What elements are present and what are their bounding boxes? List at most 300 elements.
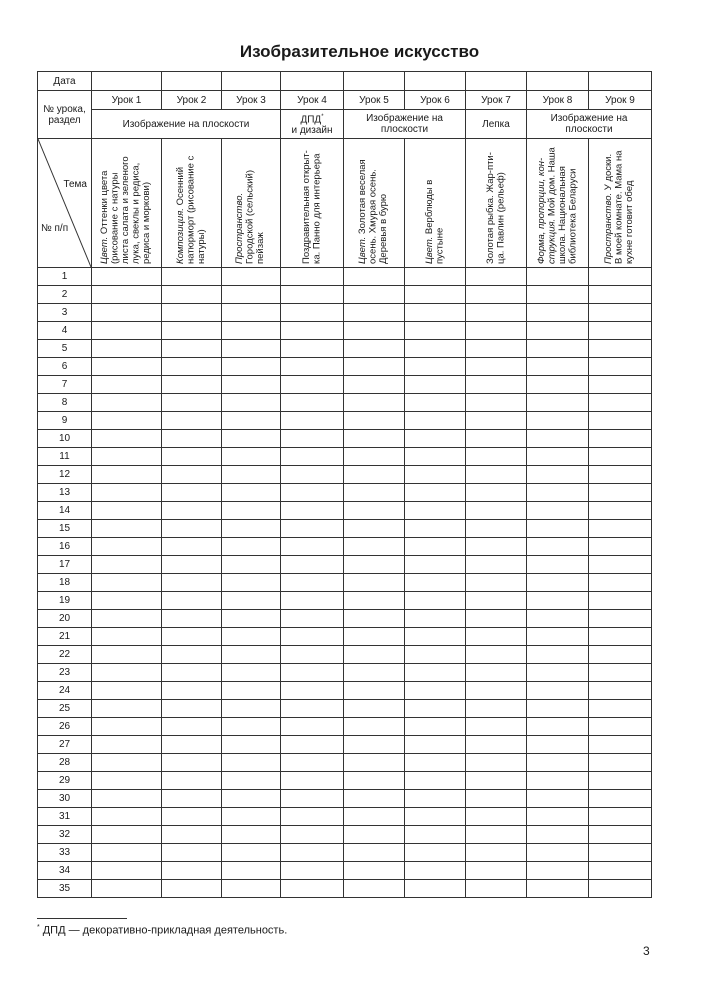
grade-cell[interactable] <box>162 358 222 376</box>
grade-cell[interactable] <box>466 592 527 610</box>
grade-cell[interactable] <box>222 646 281 664</box>
grade-cell[interactable] <box>466 610 527 628</box>
grade-cell[interactable] <box>222 628 281 646</box>
grade-cell[interactable] <box>405 790 466 808</box>
date-cell[interactable] <box>589 72 652 91</box>
grade-cell[interactable] <box>162 754 222 772</box>
grade-cell[interactable] <box>405 574 466 592</box>
grade-cell[interactable] <box>92 880 162 898</box>
grade-cell[interactable] <box>92 286 162 304</box>
grade-cell[interactable] <box>527 754 589 772</box>
grade-cell[interactable] <box>222 718 281 736</box>
grade-cell[interactable] <box>162 394 222 412</box>
grade-cell[interactable] <box>344 646 405 664</box>
grade-cell[interactable] <box>162 304 222 322</box>
grade-cell[interactable] <box>281 718 344 736</box>
grade-cell[interactable] <box>344 340 405 358</box>
grade-cell[interactable] <box>589 304 652 322</box>
grade-cell[interactable] <box>92 304 162 322</box>
grade-cell[interactable] <box>222 880 281 898</box>
grade-cell[interactable] <box>92 340 162 358</box>
grade-cell[interactable] <box>281 448 344 466</box>
date-cell[interactable] <box>92 72 162 91</box>
grade-cell[interactable] <box>466 268 527 286</box>
grade-cell[interactable] <box>344 484 405 502</box>
grade-cell[interactable] <box>222 448 281 466</box>
grade-cell[interactable] <box>589 628 652 646</box>
grade-cell[interactable] <box>162 286 222 304</box>
grade-cell[interactable] <box>589 412 652 430</box>
grade-cell[interactable] <box>162 646 222 664</box>
grade-cell[interactable] <box>162 412 222 430</box>
grade-cell[interactable] <box>222 844 281 862</box>
grade-cell[interactable] <box>222 556 281 574</box>
grade-cell[interactable] <box>589 484 652 502</box>
grade-cell[interactable] <box>222 466 281 484</box>
grade-cell[interactable] <box>589 322 652 340</box>
grade-cell[interactable] <box>589 448 652 466</box>
grade-cell[interactable] <box>589 844 652 862</box>
grade-cell[interactable] <box>281 592 344 610</box>
grade-cell[interactable] <box>222 682 281 700</box>
grade-cell[interactable] <box>589 772 652 790</box>
grade-cell[interactable] <box>281 268 344 286</box>
grade-cell[interactable] <box>281 862 344 880</box>
grade-cell[interactable] <box>527 358 589 376</box>
grade-cell[interactable] <box>344 556 405 574</box>
grade-cell[interactable] <box>344 538 405 556</box>
grade-cell[interactable] <box>527 430 589 448</box>
grade-cell[interactable] <box>162 430 222 448</box>
grade-cell[interactable] <box>405 682 466 700</box>
grade-cell[interactable] <box>405 556 466 574</box>
grade-cell[interactable] <box>405 538 466 556</box>
grade-cell[interactable] <box>466 826 527 844</box>
grade-cell[interactable] <box>281 286 344 304</box>
grade-cell[interactable] <box>92 322 162 340</box>
grade-cell[interactable] <box>344 574 405 592</box>
grade-cell[interactable] <box>527 682 589 700</box>
grade-cell[interactable] <box>281 700 344 718</box>
grade-cell[interactable] <box>92 376 162 394</box>
grade-cell[interactable] <box>162 862 222 880</box>
grade-cell[interactable] <box>222 304 281 322</box>
grade-cell[interactable] <box>527 844 589 862</box>
grade-cell[interactable] <box>589 340 652 358</box>
grade-cell[interactable] <box>405 304 466 322</box>
grade-cell[interactable] <box>527 538 589 556</box>
grade-cell[interactable] <box>92 592 162 610</box>
grade-cell[interactable] <box>162 340 222 358</box>
grade-cell[interactable] <box>344 322 405 340</box>
grade-cell[interactable] <box>589 286 652 304</box>
grade-cell[interactable] <box>589 556 652 574</box>
grade-cell[interactable] <box>162 448 222 466</box>
grade-cell[interactable] <box>405 700 466 718</box>
grade-cell[interactable] <box>527 736 589 754</box>
grade-cell[interactable] <box>405 826 466 844</box>
grade-cell[interactable] <box>405 844 466 862</box>
grade-cell[interactable] <box>222 286 281 304</box>
grade-cell[interactable] <box>466 844 527 862</box>
grade-cell[interactable] <box>222 412 281 430</box>
grade-cell[interactable] <box>92 430 162 448</box>
grade-cell[interactable] <box>92 790 162 808</box>
grade-cell[interactable] <box>92 610 162 628</box>
grade-cell[interactable] <box>589 682 652 700</box>
grade-cell[interactable] <box>222 826 281 844</box>
grade-cell[interactable] <box>344 502 405 520</box>
grade-cell[interactable] <box>281 520 344 538</box>
grade-cell[interactable] <box>405 448 466 466</box>
grade-cell[interactable] <box>162 808 222 826</box>
grade-cell[interactable] <box>92 862 162 880</box>
grade-cell[interactable] <box>92 844 162 862</box>
grade-cell[interactable] <box>162 556 222 574</box>
grade-cell[interactable] <box>589 394 652 412</box>
grade-cell[interactable] <box>92 502 162 520</box>
grade-cell[interactable] <box>281 664 344 682</box>
grade-cell[interactable] <box>281 808 344 826</box>
grade-cell[interactable] <box>589 736 652 754</box>
grade-cell[interactable] <box>527 484 589 502</box>
grade-cell[interactable] <box>466 700 527 718</box>
grade-cell[interactable] <box>405 502 466 520</box>
grade-cell[interactable] <box>222 574 281 592</box>
grade-cell[interactable] <box>344 880 405 898</box>
grade-cell[interactable] <box>466 754 527 772</box>
grade-cell[interactable] <box>344 736 405 754</box>
grade-cell[interactable] <box>466 538 527 556</box>
grade-cell[interactable] <box>405 412 466 430</box>
grade-cell[interactable] <box>527 700 589 718</box>
grade-cell[interactable] <box>344 358 405 376</box>
grade-cell[interactable] <box>162 322 222 340</box>
grade-cell[interactable] <box>589 592 652 610</box>
grade-cell[interactable] <box>405 268 466 286</box>
grade-cell[interactable] <box>281 610 344 628</box>
grade-cell[interactable] <box>405 484 466 502</box>
grade-cell[interactable] <box>162 376 222 394</box>
grade-cell[interactable] <box>222 376 281 394</box>
grade-cell[interactable] <box>281 646 344 664</box>
grade-cell[interactable] <box>281 772 344 790</box>
grade-cell[interactable] <box>281 304 344 322</box>
grade-cell[interactable] <box>466 520 527 538</box>
grade-cell[interactable] <box>527 322 589 340</box>
grade-cell[interactable] <box>222 502 281 520</box>
grade-cell[interactable] <box>405 610 466 628</box>
grade-cell[interactable] <box>527 286 589 304</box>
grade-cell[interactable] <box>466 790 527 808</box>
grade-cell[interactable] <box>466 682 527 700</box>
grade-cell[interactable] <box>527 448 589 466</box>
grade-cell[interactable] <box>405 394 466 412</box>
grade-cell[interactable] <box>527 718 589 736</box>
grade-cell[interactable] <box>344 466 405 484</box>
grade-cell[interactable] <box>281 844 344 862</box>
grade-cell[interactable] <box>405 340 466 358</box>
grade-cell[interactable] <box>344 754 405 772</box>
grade-cell[interactable] <box>162 574 222 592</box>
grade-cell[interactable] <box>222 700 281 718</box>
grade-cell[interactable] <box>281 556 344 574</box>
grade-cell[interactable] <box>466 376 527 394</box>
grade-cell[interactable] <box>222 268 281 286</box>
grade-cell[interactable] <box>222 430 281 448</box>
date-cell[interactable] <box>162 72 222 91</box>
grade-cell[interactable] <box>162 664 222 682</box>
date-cell[interactable] <box>405 72 466 91</box>
grade-cell[interactable] <box>162 736 222 754</box>
grade-cell[interactable] <box>589 880 652 898</box>
grade-cell[interactable] <box>344 304 405 322</box>
grade-cell[interactable] <box>466 412 527 430</box>
grade-cell[interactable] <box>162 268 222 286</box>
grade-cell[interactable] <box>162 826 222 844</box>
grade-cell[interactable] <box>405 754 466 772</box>
grade-cell[interactable] <box>589 646 652 664</box>
grade-cell[interactable] <box>222 754 281 772</box>
grade-cell[interactable] <box>405 862 466 880</box>
grade-cell[interactable] <box>466 448 527 466</box>
grade-cell[interactable] <box>162 592 222 610</box>
grade-cell[interactable] <box>405 736 466 754</box>
grade-cell[interactable] <box>589 700 652 718</box>
grade-cell[interactable] <box>405 466 466 484</box>
grade-cell[interactable] <box>92 736 162 754</box>
grade-cell[interactable] <box>222 484 281 502</box>
grade-cell[interactable] <box>405 376 466 394</box>
grade-cell[interactable] <box>281 880 344 898</box>
grade-cell[interactable] <box>281 322 344 340</box>
grade-cell[interactable] <box>344 664 405 682</box>
grade-cell[interactable] <box>281 736 344 754</box>
grade-cell[interactable] <box>466 772 527 790</box>
grade-cell[interactable] <box>222 358 281 376</box>
grade-cell[interactable] <box>92 772 162 790</box>
grade-cell[interactable] <box>162 700 222 718</box>
grade-cell[interactable] <box>405 808 466 826</box>
grade-cell[interactable] <box>466 646 527 664</box>
grade-cell[interactable] <box>527 340 589 358</box>
grade-cell[interactable] <box>222 610 281 628</box>
grade-cell[interactable] <box>281 394 344 412</box>
grade-cell[interactable] <box>281 358 344 376</box>
grade-cell[interactable] <box>589 520 652 538</box>
grade-cell[interactable] <box>222 808 281 826</box>
grade-cell[interactable] <box>527 610 589 628</box>
grade-cell[interactable] <box>222 664 281 682</box>
grade-cell[interactable] <box>162 790 222 808</box>
grade-cell[interactable] <box>281 826 344 844</box>
grade-cell[interactable] <box>405 322 466 340</box>
grade-cell[interactable] <box>527 790 589 808</box>
grade-cell[interactable] <box>344 826 405 844</box>
grade-cell[interactable] <box>344 628 405 646</box>
grade-cell[interactable] <box>589 574 652 592</box>
grade-cell[interactable] <box>344 592 405 610</box>
grade-cell[interactable] <box>92 664 162 682</box>
grade-cell[interactable] <box>222 340 281 358</box>
grade-cell[interactable] <box>527 664 589 682</box>
grade-cell[interactable] <box>281 430 344 448</box>
grade-cell[interactable] <box>589 754 652 772</box>
grade-cell[interactable] <box>405 718 466 736</box>
grade-cell[interactable] <box>589 466 652 484</box>
grade-cell[interactable] <box>222 772 281 790</box>
grade-cell[interactable] <box>405 286 466 304</box>
grade-cell[interactable] <box>466 358 527 376</box>
grade-cell[interactable] <box>162 538 222 556</box>
grade-cell[interactable] <box>527 520 589 538</box>
grade-cell[interactable] <box>527 592 589 610</box>
grade-cell[interactable] <box>281 466 344 484</box>
grade-cell[interactable] <box>162 880 222 898</box>
grade-cell[interactable] <box>589 502 652 520</box>
grade-cell[interactable] <box>344 448 405 466</box>
grade-cell[interactable] <box>344 430 405 448</box>
grade-cell[interactable] <box>162 610 222 628</box>
date-cell[interactable] <box>344 72 405 91</box>
grade-cell[interactable] <box>405 520 466 538</box>
grade-cell[interactable] <box>92 484 162 502</box>
grade-cell[interactable] <box>466 394 527 412</box>
grade-cell[interactable] <box>344 700 405 718</box>
grade-cell[interactable] <box>92 538 162 556</box>
grade-cell[interactable] <box>344 610 405 628</box>
grade-cell[interactable] <box>344 808 405 826</box>
grade-cell[interactable] <box>527 880 589 898</box>
grade-cell[interactable] <box>92 754 162 772</box>
grade-cell[interactable] <box>281 628 344 646</box>
grade-cell[interactable] <box>589 538 652 556</box>
grade-cell[interactable] <box>466 466 527 484</box>
grade-cell[interactable] <box>466 718 527 736</box>
grade-cell[interactable] <box>527 304 589 322</box>
grade-cell[interactable] <box>466 304 527 322</box>
grade-cell[interactable] <box>405 772 466 790</box>
grade-cell[interactable] <box>344 286 405 304</box>
grade-cell[interactable] <box>589 826 652 844</box>
grade-cell[interactable] <box>281 790 344 808</box>
grade-cell[interactable] <box>405 592 466 610</box>
date-cell[interactable] <box>222 72 281 91</box>
grade-cell[interactable] <box>466 502 527 520</box>
grade-cell[interactable] <box>281 682 344 700</box>
grade-cell[interactable] <box>92 268 162 286</box>
grade-cell[interactable] <box>92 520 162 538</box>
grade-cell[interactable] <box>466 430 527 448</box>
grade-cell[interactable] <box>162 484 222 502</box>
grade-cell[interactable] <box>92 358 162 376</box>
grade-cell[interactable] <box>466 556 527 574</box>
grade-cell[interactable] <box>527 862 589 880</box>
grade-cell[interactable] <box>281 754 344 772</box>
grade-cell[interactable] <box>589 376 652 394</box>
grade-cell[interactable] <box>466 484 527 502</box>
grade-cell[interactable] <box>589 358 652 376</box>
grade-cell[interactable] <box>92 556 162 574</box>
grade-cell[interactable] <box>92 646 162 664</box>
grade-cell[interactable] <box>281 538 344 556</box>
grade-cell[interactable] <box>162 628 222 646</box>
date-cell[interactable] <box>527 72 589 91</box>
grade-cell[interactable] <box>92 412 162 430</box>
grade-cell[interactable] <box>92 826 162 844</box>
grade-cell[interactable] <box>92 394 162 412</box>
grade-cell[interactable] <box>527 772 589 790</box>
grade-cell[interactable] <box>589 430 652 448</box>
grade-cell[interactable] <box>281 376 344 394</box>
grade-cell[interactable] <box>92 574 162 592</box>
grade-cell[interactable] <box>222 790 281 808</box>
grade-cell[interactable] <box>589 610 652 628</box>
grade-cell[interactable] <box>589 268 652 286</box>
grade-cell[interactable] <box>281 484 344 502</box>
grade-cell[interactable] <box>405 430 466 448</box>
grade-cell[interactable] <box>405 358 466 376</box>
grade-cell[interactable] <box>162 682 222 700</box>
grade-cell[interactable] <box>92 448 162 466</box>
grade-cell[interactable] <box>527 826 589 844</box>
grade-cell[interactable] <box>344 268 405 286</box>
grade-cell[interactable] <box>466 322 527 340</box>
grade-cell[interactable] <box>222 394 281 412</box>
grade-cell[interactable] <box>466 574 527 592</box>
grade-cell[interactable] <box>589 718 652 736</box>
grade-cell[interactable] <box>344 772 405 790</box>
grade-cell[interactable] <box>222 736 281 754</box>
grade-cell[interactable] <box>527 502 589 520</box>
grade-cell[interactable] <box>162 772 222 790</box>
grade-cell[interactable] <box>527 556 589 574</box>
grade-cell[interactable] <box>466 880 527 898</box>
grade-cell[interactable] <box>527 628 589 646</box>
date-cell[interactable] <box>281 72 344 91</box>
grade-cell[interactable] <box>281 340 344 358</box>
grade-cell[interactable] <box>281 412 344 430</box>
grade-cell[interactable] <box>466 664 527 682</box>
grade-cell[interactable] <box>466 286 527 304</box>
grade-cell[interactable] <box>344 376 405 394</box>
grade-cell[interactable] <box>589 808 652 826</box>
grade-cell[interactable] <box>162 502 222 520</box>
grade-cell[interactable] <box>92 682 162 700</box>
grade-cell[interactable] <box>222 520 281 538</box>
grade-cell[interactable] <box>466 628 527 646</box>
grade-cell[interactable] <box>344 862 405 880</box>
grade-cell[interactable] <box>162 844 222 862</box>
grade-cell[interactable] <box>281 574 344 592</box>
grade-cell[interactable] <box>92 808 162 826</box>
grade-cell[interactable] <box>344 520 405 538</box>
grade-cell[interactable] <box>405 880 466 898</box>
grade-cell[interactable] <box>222 592 281 610</box>
grade-cell[interactable] <box>589 664 652 682</box>
grade-cell[interactable] <box>92 628 162 646</box>
grade-cell[interactable] <box>222 538 281 556</box>
grade-cell[interactable] <box>344 718 405 736</box>
grade-cell[interactable] <box>527 808 589 826</box>
grade-cell[interactable] <box>405 646 466 664</box>
grade-cell[interactable] <box>92 466 162 484</box>
grade-cell[interactable] <box>281 502 344 520</box>
date-cell[interactable] <box>466 72 527 91</box>
grade-cell[interactable] <box>405 664 466 682</box>
grade-cell[interactable] <box>527 412 589 430</box>
grade-cell[interactable] <box>92 718 162 736</box>
